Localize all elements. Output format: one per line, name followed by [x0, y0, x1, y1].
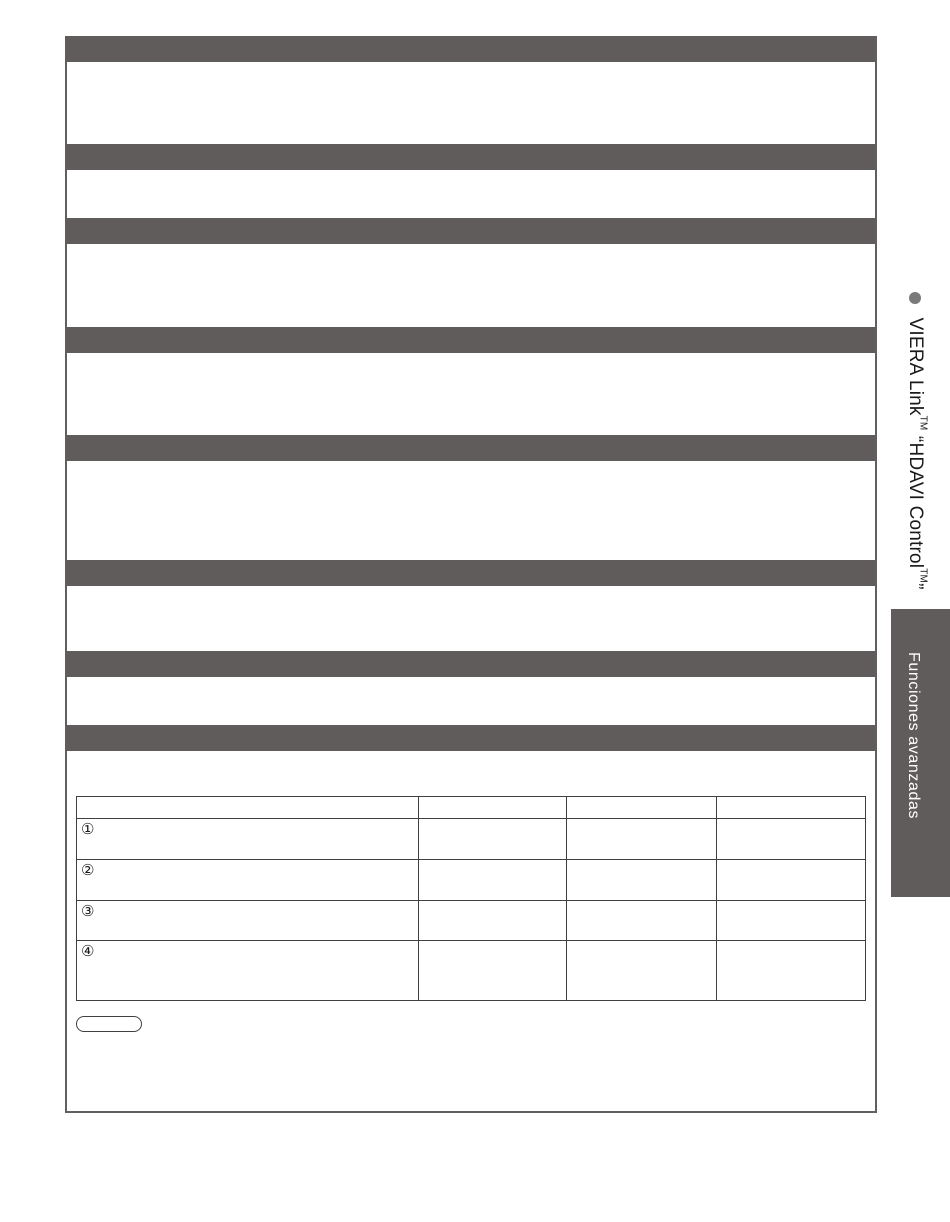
row-marker: ③ [77, 901, 419, 941]
bullet-icon [909, 292, 921, 304]
row-marker: ④ [77, 941, 419, 1001]
table-cell [418, 901, 567, 941]
note-badge [76, 1016, 142, 1032]
table-cell [717, 901, 866, 941]
section-header-bar-8 [65, 725, 875, 751]
table-cell [567, 901, 717, 941]
section-header-bar-4 [65, 327, 875, 353]
table-cell [567, 941, 717, 1001]
section-header-bar-2 [65, 144, 875, 170]
table-row [77, 819, 866, 860]
table-header-cell [717, 797, 866, 819]
table-header-cell [418, 797, 567, 819]
section-header-bar-5 [65, 435, 875, 461]
table-cell [418, 941, 567, 1001]
side-label-tm-1: TM [917, 415, 929, 431]
side-label-control: “HDAVI Control [905, 430, 926, 569]
side-label-tm-2: TM [917, 568, 929, 584]
table-cell [717, 941, 866, 1001]
side-label-main: VIERA Link [905, 317, 926, 416]
table-cell [717, 860, 866, 901]
section-tab-label: Funciones avanzadas [905, 652, 922, 820]
row-marker: ① [77, 819, 419, 860]
section-header-bar-6 [65, 560, 875, 586]
table-header-cell [77, 797, 419, 819]
table-row [77, 941, 866, 1001]
table-cell [567, 819, 717, 860]
table-row [77, 901, 866, 941]
table-cell [418, 819, 567, 860]
side-label-close-quote: ” [905, 583, 926, 590]
section-header-bar-7 [65, 651, 875, 677]
table-row [77, 860, 866, 901]
row-marker: ② [77, 860, 419, 901]
table-header-row [77, 797, 866, 819]
chapter-side-label [904, 292, 928, 590]
section-header-bar-3 [65, 218, 875, 244]
table-cell [567, 860, 717, 901]
table-header-cell [567, 797, 717, 819]
compatibility-table [76, 796, 866, 1001]
section-header-bar-1 [65, 36, 875, 62]
table-cell [717, 819, 866, 860]
table-cell [418, 860, 567, 901]
